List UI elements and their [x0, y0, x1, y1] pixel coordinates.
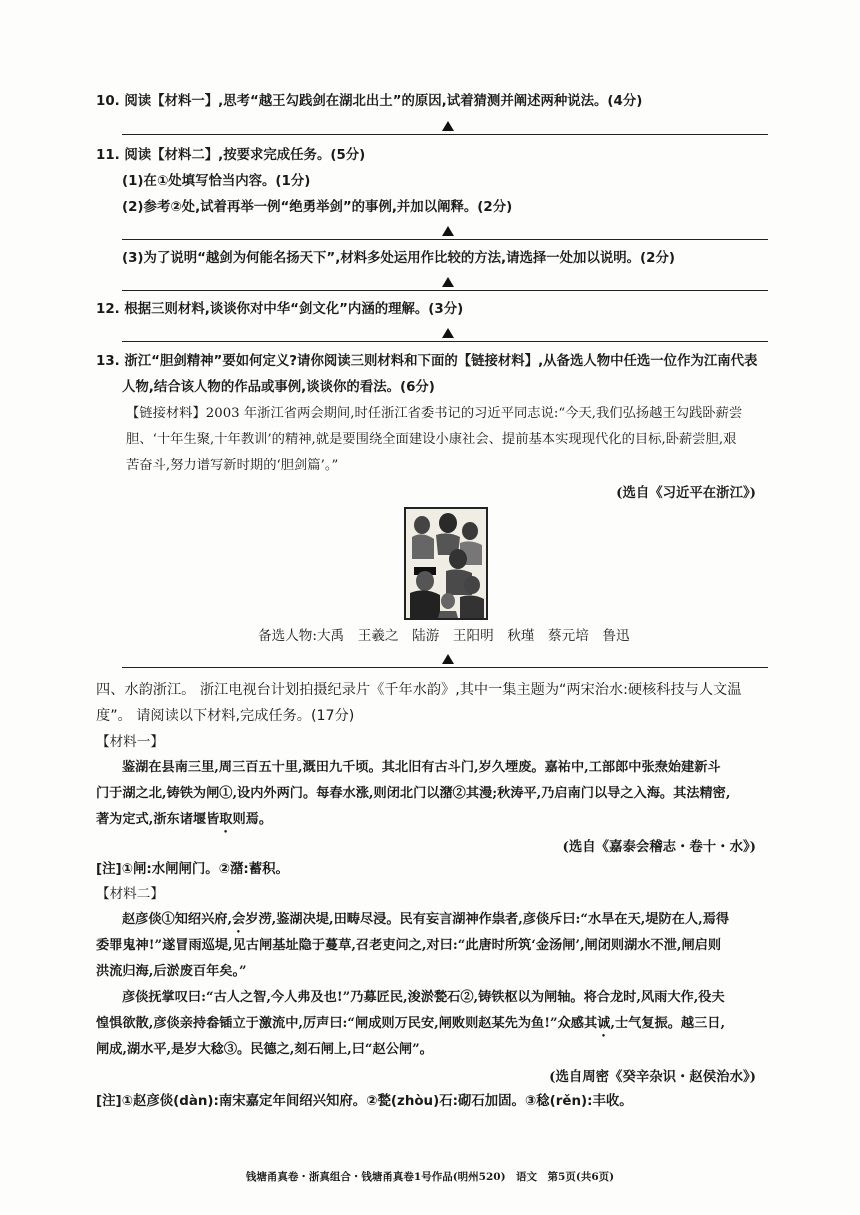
section-4-heading-line-1: 四、水韵浙江。 浙江电视台计划拍摄纪录片《千年水韵》,其中一集主题为“两宋治水:硬核科技与人文温	[96, 682, 742, 698]
historical-figures-portrait-image	[404, 507, 488, 620]
question-10: 10. 阅读【材料一】,思考“越王勾践剑在湖北出土”的原因,试着猜测并阐述两种说法。(4分)	[96, 94, 643, 109]
material-1-line-3-a: 著为定式,浙东诸堰皆	[96, 812, 220, 827]
question-13-line-2: 人物,结合该人物的作品或事例,谈谈你的看法。(6分)	[122, 380, 435, 395]
emphasized-character: 取	[219, 812, 233, 827]
question-12: 12. 根据三则材料,谈谈你对中华“剑文化”内涵的理解。(3分)	[96, 302, 464, 317]
material-1-line-2: 门于湖之北,铸铁为闸①,设内外两门。每春水涨,则闭北门以潴②其漫;秋涛平,乃启南门以导之入海。其法精密,	[96, 786, 731, 801]
material-2-p1-line-3: 洪流归海,后淤废百年矣。”	[96, 964, 247, 979]
candidate-figures: 备选人物:大禹 王羲之 陆游 王阳明 秋瑾 蔡元培 鲁迅	[258, 628, 630, 644]
question-11-part-2: (2)参考②处,试着再举一例“绝勇举剑”的事例,并加以阐释。(2分)	[122, 200, 513, 215]
material-2-p2-line-2-c: ,士气复振。越三日,	[610, 1016, 726, 1031]
material-1-line-3-c: 则焉。	[232, 812, 273, 827]
link-material-line-3: 苦奋斗,努力谱写新时期的‘胆剑篇’。”	[126, 458, 339, 473]
answer-line	[122, 667, 768, 668]
material-2-p2-line-2	[96, 1014, 725, 1040]
link-material-line-1: 【链接材料】2003 年浙江省两会期间,时任浙江省委书记的习近平同志说:“今天,我们弘扬越王勾践卧薪尝	[126, 406, 743, 421]
material-1-line-3	[96, 810, 272, 836]
answer-marker-triangle-icon	[442, 121, 454, 131]
question-11-part-1: (1)在①处填写恰当内容。(1分)	[122, 174, 311, 189]
question-11-part-3: (3)为了说明“越剑为何能名扬天下”,材料多处运用作比较的方法,请选择一处加以说明。(2分)	[122, 251, 675, 266]
answer-line	[122, 341, 768, 342]
page-footer: 钱塘甬真卷・浙真组合・钱塘甬真卷1号作品(明州520) 语文 第5页(共6页)	[245, 1171, 615, 1183]
material-1-note: [注]①闸:水闸闸门。②潴:蓄积。	[96, 862, 289, 877]
question-11: 11. 阅读【材料二】,按要求完成任务。(5分)	[96, 148, 366, 163]
question-13-line-1: 13. 浙江“胆剑精神”要如何定义?请你阅读三则材料和下面的【链接材料】,从备选人物中任选一位作为江南代表	[96, 354, 758, 369]
link-material-line-2: 胆、‘十年生聚,十年教训’的精神,就是要围绕全面建设小康社会、提前基本实现现代化的目标,卧薪尝胆,艰	[126, 432, 737, 447]
material-1-header: 【材料一】	[96, 734, 164, 750]
material-2-p1-line-1	[122, 910, 729, 936]
section-4-heading-line-2: 度”。 请阅读以下材料,完成任务。(17分)	[96, 708, 355, 724]
emphasized-character: 会	[232, 912, 246, 927]
material-1-line-1: 鉴湖在县南三里,周三百五十里,溉田九千顷。其北旧有古斗门,岁久堙废。嘉祐中,工部郎中张焘始建新斗	[122, 760, 721, 775]
answer-line	[122, 290, 768, 291]
portrait-illustration	[406, 509, 486, 618]
emphasized-character: 诚	[597, 1016, 611, 1031]
material-2-note: [注]①赵彦倓(dàn):南宋嘉定年间绍兴知府。②甃(zhòu)石:砌石加固。③稔(rěn):丰收。	[96, 1094, 633, 1109]
answer-line	[122, 239, 768, 240]
material-2-p1-line-1-c: 岁涝,鉴湖决堤,田畴尽浸。民有妄言湖神作祟者,彦倓斥曰:“水旱在天,堤防在人,焉得	[245, 912, 730, 927]
answer-marker-triangle-icon	[442, 226, 454, 236]
material-1-source: (选自《嘉泰会稽志・卷十・水》)	[562, 839, 756, 855]
answer-line	[122, 134, 768, 135]
material-2-p1-line-2: 委罪鬼神!”遂冒雨巡堤,见古闸基址隐于蔓草,召老吏问之,对曰:“此唐时所筑‘金汤闸’,闸闭则湖水不泄,闸启则	[96, 938, 722, 953]
answer-marker-triangle-icon	[442, 328, 454, 338]
material-2-p2-line-2-a: 惶惧欲散,彦倓亲持畚锸立于激流中,厉声曰:“闸成则万民安,闸败则赵某先为鱼!”众感其	[96, 1016, 598, 1031]
material-2-p2-line-1: 彦倓抚掌叹曰:“古人之智,今人弗及也!”乃募匠民,浚淤甃石②,铸铁枢以为闸轴。将合龙时,风雨大作,役夫	[122, 990, 725, 1005]
material-2-p1-line-1-a: 赵彦倓①知绍兴府,	[122, 912, 233, 927]
link-material-source: (选自《习近平在浙江》)	[616, 485, 756, 501]
answer-marker-triangle-icon	[442, 277, 454, 287]
material-2-p2-line-3: 闸成,湖水平,是岁大稔③。民德之,刻石闸上,曰“赵公闸”。	[96, 1042, 433, 1057]
material-2-header: 【材料二】	[96, 886, 164, 902]
answer-marker-triangle-icon	[442, 654, 454, 664]
material-2-source: (选自周密《癸辛杂识・赵侯治水》)	[549, 1069, 756, 1085]
